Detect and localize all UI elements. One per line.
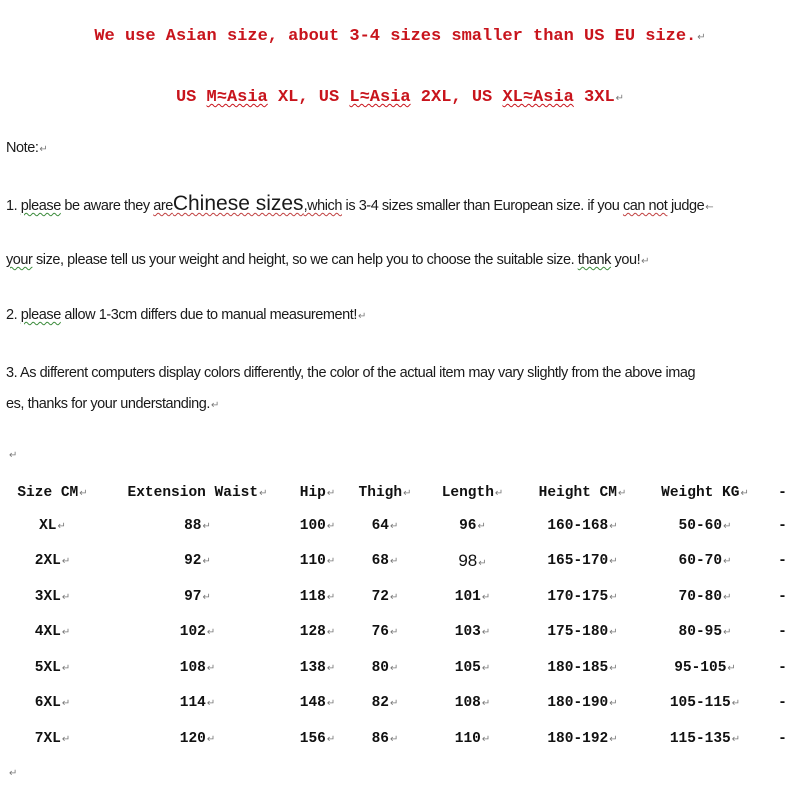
asian-size-notice-text: We use Asian size, about 3-4 sizes smaller than US EU size. <box>94 27 697 46</box>
cell-size: 2XL↵ <box>34 553 71 570</box>
asian-size-notice <box>0 27 800 46</box>
note-2 <box>6 307 366 323</box>
header-length: Length↵ <box>441 485 504 501</box>
note-text: you! <box>610 252 641 268</box>
header-thigh: Thigh↵ <box>358 485 412 501</box>
note-3-line-1 <box>6 365 695 381</box>
header-size: Size CM↵ <box>17 485 88 501</box>
paragraph-mark: ↵ <box>210 400 219 411</box>
cell-weight: 95-105↵ <box>674 659 736 676</box>
note-text: your <box>6 252 33 268</box>
cell-waist: 102↵ <box>179 624 216 641</box>
cell-length: 108↵ <box>454 695 491 712</box>
cell-hip: 138↵ <box>299 659 336 676</box>
note-text: es, thanks for your understanding. <box>6 396 210 412</box>
table-row <box>0 508 800 544</box>
note-text: 1. <box>6 198 21 214</box>
note-text: 3. As different computers display colors differently, the color of the actual item may vary slightly from the above imag <box>6 365 696 381</box>
header-hip: Hip↵ <box>299 485 336 501</box>
paragraph-mark: ↵ <box>615 93 625 104</box>
empty-paragraph-mark: ↵ <box>9 768 18 779</box>
cell-hip: 100↵ <box>299 517 336 534</box>
cell-weight: 115-135↵ <box>669 730 741 747</box>
cell-thigh: 68↵ <box>371 553 399 570</box>
header-weight: Weight KG↵ <box>661 485 749 501</box>
cell-height: 180-192↵ <box>547 730 618 747</box>
cell-size: 6XL↵ <box>34 695 71 712</box>
table-row <box>0 721 800 757</box>
cell-length: 103↵ <box>454 624 491 641</box>
cell-weight: 70-80↵ <box>678 588 732 605</box>
cell-waist: 108↵ <box>179 659 216 676</box>
conversion-text: XL, US <box>267 88 350 107</box>
conversion-text: 3XL <box>573 88 615 107</box>
conversion-l: L≈Asia <box>349 88 411 107</box>
cell-size: 5XL↵ <box>34 659 71 676</box>
conversion-xl: XL≈Asia <box>502 88 574 107</box>
row-end-mark: - <box>778 485 787 501</box>
cell-waist: 88↵ <box>184 517 211 534</box>
cell-waist: 92↵ <box>184 553 211 570</box>
paragraph-mark: ↵ <box>697 32 706 43</box>
cell-weight: 105-115↵ <box>669 695 741 712</box>
cell-length: 101↵ <box>454 588 491 605</box>
cell-height: 165-170↵ <box>547 553 618 570</box>
table-row <box>0 650 800 686</box>
table-header-row <box>0 478 800 508</box>
cell-height: 160-168↵ <box>547 517 618 534</box>
cell-thigh: 72↵ <box>371 588 399 605</box>
empty-paragraph-mark: ↵ <box>9 450 18 461</box>
cell-height: 180-185↵ <box>547 659 618 676</box>
size-chart-table <box>0 478 800 757</box>
cell-size: XL↵ <box>39 517 66 534</box>
note-text: are <box>153 198 173 214</box>
cell-thigh: 82↵ <box>371 695 399 712</box>
note-text: can not <box>622 198 668 214</box>
conversion-m: M≈Asia <box>206 88 268 107</box>
cell-hip: 148↵ <box>299 695 336 712</box>
cell-height: 175-180↵ <box>547 624 618 641</box>
row-end-mark: - <box>778 588 787 605</box>
row-end-mark: - <box>778 517 787 534</box>
row-end-mark: - <box>778 659 787 676</box>
table-row <box>0 615 800 651</box>
cell-height: 180-190↵ <box>547 695 618 712</box>
note-1 <box>6 192 713 216</box>
conversion-text: 2XL, US <box>410 88 503 107</box>
cell-hip: 118↵ <box>299 588 336 605</box>
header-waist: Extension Waist↵ <box>127 485 268 501</box>
paragraph-mark: ↵ <box>39 144 48 155</box>
cell-length: 110↵ <box>454 730 491 747</box>
cell-weight: 80-95↵ <box>678 624 732 641</box>
line-break-mark: ← <box>705 202 714 213</box>
note-text: is 3-4 sizes smaller than European size. if you <box>341 198 623 214</box>
table-row <box>0 579 800 615</box>
paragraph-mark: ↵ <box>357 311 366 322</box>
note-text: be aware they <box>60 198 154 214</box>
chinese-sizes-emphasis: Chinese sizes <box>172 192 304 215</box>
table-row <box>0 544 800 580</box>
cell-waist: 114↵ <box>179 695 216 712</box>
note-text: please <box>20 307 61 323</box>
cell-size: 3XL↵ <box>34 588 71 605</box>
row-end-mark: - <box>778 730 787 747</box>
cell-hip: 156↵ <box>299 730 336 747</box>
cell-thigh: 86↵ <box>371 730 399 747</box>
row-end-mark: - <box>778 553 787 570</box>
cell-height: 170-175↵ <box>547 588 618 605</box>
cell-waist: 120↵ <box>179 730 216 747</box>
note-label-text: Note: <box>6 140 39 156</box>
cell-hip: 128↵ <box>299 624 336 641</box>
cell-size: 7XL↵ <box>34 730 71 747</box>
cell-waist: 97↵ <box>184 588 211 605</box>
header-height: Height CM↵ <box>538 485 627 501</box>
note-text: please <box>20 198 61 214</box>
note-text: ,which <box>303 198 342 214</box>
row-end-mark: - <box>778 695 787 712</box>
cell-length: 96↵ <box>459 517 486 534</box>
row-end-mark: - <box>778 624 787 641</box>
note-text: allow 1-3cm differs due to manual measurement! <box>60 307 357 323</box>
cell-thigh: 80↵ <box>371 659 399 676</box>
table-row <box>0 686 800 722</box>
conversion-text: US <box>175 88 207 107</box>
note-label <box>6 140 47 156</box>
cell-length: 98↵ <box>458 551 487 571</box>
cell-size: 4XL↵ <box>34 624 71 641</box>
note-text: size, please tell us your weight and height, so we can help you to choose the suitable size. <box>32 252 578 268</box>
cell-length: 105↵ <box>454 659 491 676</box>
note-3-line-2 <box>6 396 219 412</box>
cell-weight: 50-60↵ <box>678 517 732 534</box>
note-text: judge <box>667 198 705 214</box>
note-1-continued <box>6 252 649 268</box>
cell-thigh: 64↵ <box>371 517 399 534</box>
paragraph-mark: ↵ <box>641 256 650 267</box>
size-conversion-line <box>0 88 800 107</box>
cell-weight: 60-70↵ <box>678 553 732 570</box>
cell-thigh: 76↵ <box>371 624 399 641</box>
cell-hip: 110↵ <box>299 553 336 570</box>
note-text: 2. <box>6 307 21 323</box>
note-text: thank <box>577 252 611 268</box>
